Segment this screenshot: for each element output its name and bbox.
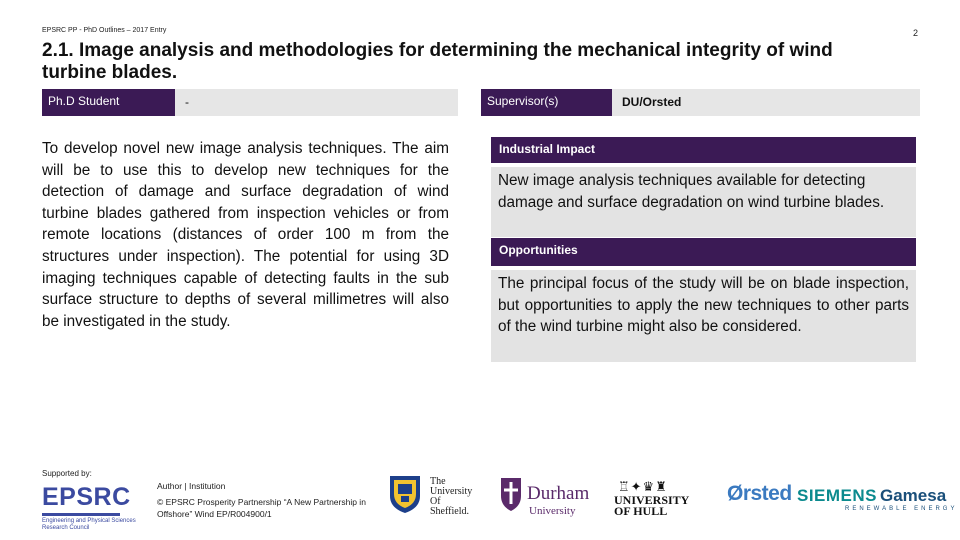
epsrc-logo-sub-2: Research Council <box>42 525 90 531</box>
student-label: Ph.D Student <box>42 89 175 116</box>
sheffield-line-3: Of <box>430 496 441 507</box>
hull-line-2: OF HULL <box>614 504 668 518</box>
page-title: 2.1. Image analysis and methodologies for determining the mechanical integrity of wind turbine blades. <box>42 40 833 83</box>
epsrc-logo <box>42 482 152 531</box>
sheffield-line-2: University <box>430 486 473 497</box>
sheffield-shield-icon <box>388 474 422 514</box>
hull-line-1: UNIVERSITY <box>614 493 690 507</box>
supervisor-label: Supervisor(s) <box>481 89 612 116</box>
header-small-title: EPSRC PP - PhD Outlines – 2017 Entry <box>42 27 167 34</box>
student-value: - <box>185 95 189 109</box>
gamesa-logo-text: Gamesa <box>880 486 947 505</box>
opportunities-heading: Opportunities <box>491 238 916 266</box>
durham-shield-icon <box>500 476 522 512</box>
industrial-impact-heading: Industrial Impact <box>491 137 916 163</box>
author-institution: Author | Institution <box>157 481 226 491</box>
page-number: 2 <box>912 28 918 38</box>
student-row <box>42 89 458 116</box>
copyright-notice: © EPSRC Prosperity Partnership “A New Partnership in Offshore” Wind EP/R004900/1 <box>157 497 366 519</box>
sheffield-logo-text <box>430 477 472 517</box>
supervisor-value: DU/Orsted <box>622 95 682 109</box>
epsrc-logo-sub-1: Engineering and Physical Sciences <box>42 518 136 524</box>
epsrc-logo-word: EPSRC <box>42 483 131 511</box>
supervisor-row <box>481 89 920 116</box>
hull-logo-text <box>614 495 689 517</box>
durham-logo-subtext: University <box>529 505 576 517</box>
sheffield-line-1: The <box>430 476 446 487</box>
renewable-energy-text: RENEWABLE ENERGY <box>845 506 958 512</box>
industrial-impact-body: New image analysis techniques available for detecting damage and surface degradation on wind turbine blades. <box>491 167 916 237</box>
durham-logo-text: Durham <box>527 483 590 504</box>
hull-crest-icon: ♖✦♛♜ <box>618 479 668 494</box>
orsted-logo-text: Ørsted <box>727 482 792 505</box>
siemens-logo-text: SIEMENS <box>797 486 878 505</box>
supported-by-label: Supported by: <box>42 469 92 478</box>
sheffield-line-4: Sheffield. <box>430 506 469 517</box>
project-description: To develop novel new image analysis techniques. The aim will be to use this to develop new techniques for the detection of damage and surface degradation of wind turbine blades gathered from inspection vehicles or from remote locations (distances of order 100 m from the structures under inspection). The potential for using 3D imaging techniques capable of detecting faults in the sub surface structure to depths of several millimetres will also be investigated in the study. <box>42 140 449 330</box>
epsrc-logo-rule <box>42 513 120 516</box>
opportunities-body: The principal focus of the study will be on blade inspection, but opportunities to apply the new techniques to other parts of the wind turbine might also be considered. <box>491 270 916 362</box>
